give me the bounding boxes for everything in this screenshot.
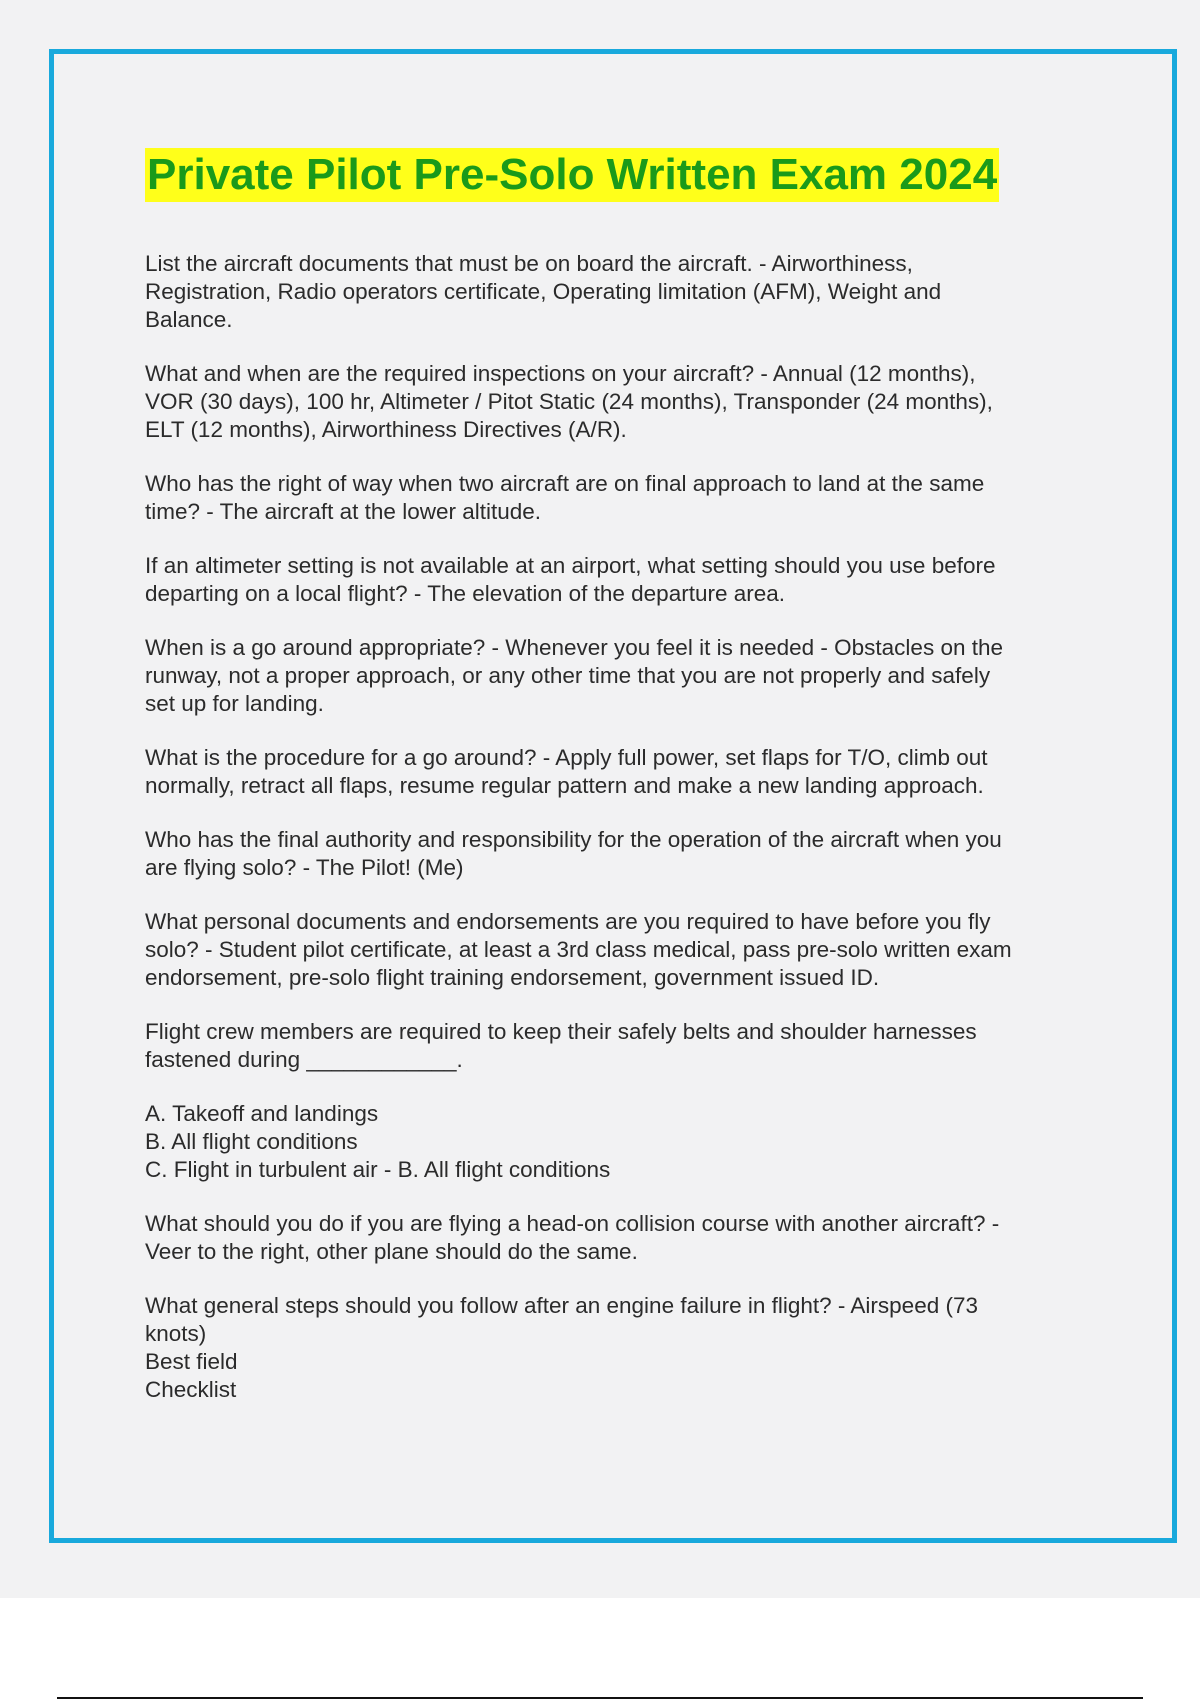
document-title: Private Pilot Pre-Solo Written Exam 2024 bbox=[145, 148, 999, 202]
question-text-line: Veer to the right, other plane should do the same. bbox=[145, 1239, 638, 1264]
question-text-line: What and when are the required inspections on your aircraft? - Annual (12 months), bbox=[145, 361, 976, 386]
question-text-line: C. Flight in turbulent air - B. All flight conditions bbox=[145, 1157, 611, 1182]
document-content bbox=[145, 148, 1085, 1430]
question-text-line: solo? - Student pilot certificate, at least a 3rd class medical, pass pre-solo written exam bbox=[145, 937, 1012, 962]
question-text-line: set up for landing. bbox=[145, 691, 324, 716]
question-text-line: Who has the right of way when two aircraft are on final approach to land at the same bbox=[145, 471, 985, 496]
question-text-line: Registration, Radio operators certificate, Operating limitation (AFM), Weight and bbox=[145, 279, 942, 304]
question-block bbox=[145, 634, 1085, 718]
question-text-line: time? - The aircraft at the lower altitude. bbox=[145, 499, 542, 524]
footer-divider bbox=[57, 1697, 1143, 1699]
question-block bbox=[145, 1292, 1085, 1404]
question-block bbox=[145, 1100, 1085, 1184]
question-text-line: List the aircraft documents that must be on board the aircraft. - Airworthiness, bbox=[145, 251, 913, 276]
question-block bbox=[145, 826, 1085, 882]
question-block bbox=[145, 908, 1085, 992]
question-list bbox=[145, 250, 1085, 1404]
question-text-line: What should you do if you are flying a head-on collision course with another aircraft? - bbox=[145, 1211, 1000, 1236]
question-text-line: A. Takeoff and landings bbox=[145, 1101, 379, 1126]
question-text-line: departing on a local flight? - The elevation of the departure area. bbox=[145, 581, 786, 606]
question-text-line: are flying solo? - The Pilot! (Me) bbox=[145, 855, 464, 880]
question-text-line: VOR (30 days), 100 hr, Altimeter / Pitot Static (24 months), Transponder (24 months), bbox=[145, 389, 993, 414]
question-text-line: knots) bbox=[145, 1321, 207, 1346]
question-text-line: Who has the final authority and responsibility for the operation of the aircraft when you bbox=[145, 827, 1002, 852]
question-block bbox=[145, 250, 1085, 334]
question-text-line: Checklist bbox=[145, 1377, 237, 1402]
question-text-line: B. All flight conditions bbox=[145, 1129, 358, 1154]
question-block bbox=[145, 470, 1085, 526]
question-text-line: normally, retract all flaps, resume regular pattern and make a new landing approach. bbox=[145, 773, 984, 798]
question-block bbox=[145, 552, 1085, 608]
question-text-line: runway, not a proper approach, or any other time that you are not properly and safely bbox=[145, 663, 991, 688]
question-block bbox=[145, 744, 1085, 800]
question-text-line: What personal documents and endorsements are you required to have before you fly bbox=[145, 909, 991, 934]
question-text-line: endorsement, pre-solo flight training endorsement, government issued ID. bbox=[145, 965, 880, 990]
question-text-line: ELT (12 months), Airworthiness Directives (A/R). bbox=[145, 417, 627, 442]
question-text-line: What is the procedure for a go around? - Apply full power, set flaps for T/O, climb out bbox=[145, 745, 988, 770]
question-text-line: fastened during ____________. bbox=[145, 1047, 463, 1072]
question-text-line: Balance. bbox=[145, 307, 233, 332]
question-text-line: What general steps should you follow after an engine failure in flight? - Airspeed (73 bbox=[145, 1293, 978, 1318]
question-text-line: Best field bbox=[145, 1349, 238, 1374]
question-block bbox=[145, 1018, 1085, 1074]
question-block bbox=[145, 360, 1085, 444]
question-block bbox=[145, 1210, 1085, 1266]
question-text-line: When is a go around appropriate? - Whenever you feel it is needed - Obstacles on the bbox=[145, 635, 1003, 660]
question-text-line: Flight crew members are required to keep their safely belts and shoulder harnesses bbox=[145, 1019, 977, 1044]
question-text-line: If an altimeter setting is not available at an airport, what setting should you use before bbox=[145, 553, 996, 578]
